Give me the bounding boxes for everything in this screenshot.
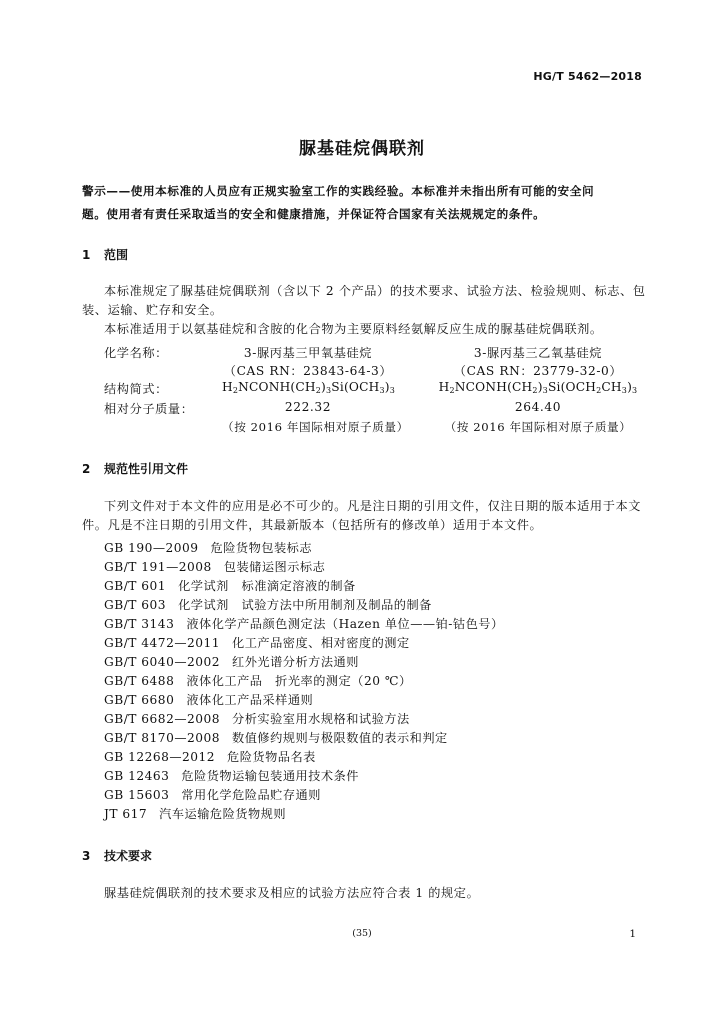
ref-item: GB/T 191—2008 包装储运图示标志 — [104, 560, 326, 574]
product-2-cas: （CAS RN：23779-32-0） — [453, 364, 623, 378]
section-title: 技术要求 — [104, 849, 153, 863]
ref-item: GB/T 601 化学试剂 标准滴定溶液的制备 — [104, 579, 356, 593]
ref-item: GB/T 4472—2011 化工产品密度、相对密度的测定 — [104, 636, 410, 650]
ref-item: GB 12463 危险货物运输包装通用技术条件 — [104, 769, 359, 783]
footer-sequence-number: (35) — [352, 928, 372, 939]
warning-line-2: 题。使用者有责任采取适当的安全和健康措施，并保证符合国家有关法规规定的条件。 — [82, 207, 546, 221]
product-1-mass-note: （按 2016 年国际相对原子质量） — [222, 420, 409, 434]
product-2-formula: $H_2NCONH(CH_2)_3Si(OCH_2CH_3)_3$ — [438, 380, 638, 395]
section-number: 2 — [82, 462, 91, 476]
section-number: 3 — [82, 849, 91, 863]
scope-paragraph-2: 本标准适用于以氨基硅烷和含胺的化合物为主要原料经氨解反应生成的脲基硅烷偶联剂。 — [104, 322, 603, 336]
refs-paragraph-line-2: 件。凡是不注日期的引用文件，其最新版本（包括所有的修改单）适用于本文件。 — [82, 518, 543, 532]
section-1-heading — [82, 246, 128, 263]
ref-item: GB/T 3143 液体化学产品颜色测定法（Hazen 单位——铂-钴色号） — [104, 617, 504, 631]
page-number: 1 — [629, 928, 636, 940]
chem-name-label: 化学名称： — [104, 346, 168, 360]
document-title: 脲基硅烷偶联剂 — [299, 139, 425, 159]
ref-item: JT 617 汽车运输危险货物规则 — [104, 807, 287, 821]
ref-item: GB 12268—2012 危险货物品名表 — [104, 750, 316, 764]
ref-item: GB/T 8170—2008 数值修约规则与极限数值的表示和判定 — [104, 731, 448, 745]
ref-item: GB 15603 常用化学危险品贮存通则 — [104, 788, 321, 802]
product-2-name: 3-脲丙基三乙氧基硅烷 — [473, 346, 603, 360]
section-title: 规范性引用文件 — [104, 462, 189, 476]
product-1-formula: $H_2NCONH(CH_2)_3Si(OCH_3)_3$ — [222, 380, 396, 395]
ref-item: GB/T 6488 液体化工产品 折光率的测定（20 ℃） — [104, 674, 412, 688]
scope-paragraph-line-1: 本标准规定了脲基硅烷偶联剂（含以下 2 个产品）的技术要求、试验方法、检验规则、标志、包 — [104, 284, 646, 298]
product-2-mass: 264.40 — [514, 400, 562, 414]
section-title: 范围 — [104, 248, 129, 262]
mol-mass-label: 相对分子质量： — [104, 402, 194, 416]
refs-paragraph-line-1: 下列文件对于本文件的应用是必不可少的。凡是注日期的引用文件，仅注日期的版本适用于本文 — [104, 499, 642, 513]
ref-item: GB/T 6680 液体化工产品采样通则 — [104, 693, 314, 707]
scope-paragraph-line-2: 装、运输、贮存和安全。 — [82, 303, 223, 317]
ref-item: GB/T 603 化学试剂 试验方法中所用制剂及制品的制备 — [104, 598, 432, 612]
tech-req-paragraph: 脲基硅烷偶联剂的技术要求及相应的试验方法应符合表 1 的规定。 — [104, 886, 480, 900]
product-1-cas: （CAS RN：23843-64-3） — [223, 364, 393, 378]
section-3-heading — [82, 847, 152, 864]
warning-line-1: 警示——使用本标准的人员应有正规实验室工作的实践经验。本标准并未指出所有可能的安全问 — [82, 184, 595, 198]
product-2-mass-note: （按 2016 年国际相对原子质量） — [444, 420, 632, 434]
product-1-name: 3-脲丙基三甲氧基硅烷 — [243, 346, 373, 360]
standard-code: HG/T 5462—2018 — [533, 70, 642, 83]
ref-item: GB/T 6682—2008 分析实验室用水规格和试验方法 — [104, 712, 410, 726]
formula-label: 结构简式： — [104, 382, 168, 396]
section-number: 1 — [82, 248, 91, 262]
section-2-heading — [82, 460, 188, 477]
ref-item: GB/T 6040—2002 红外光谱分析方法通则 — [104, 655, 359, 669]
ref-item: GB 190—2009 危险货物包装标志 — [104, 541, 313, 555]
product-1-mass: 222.32 — [284, 400, 332, 414]
